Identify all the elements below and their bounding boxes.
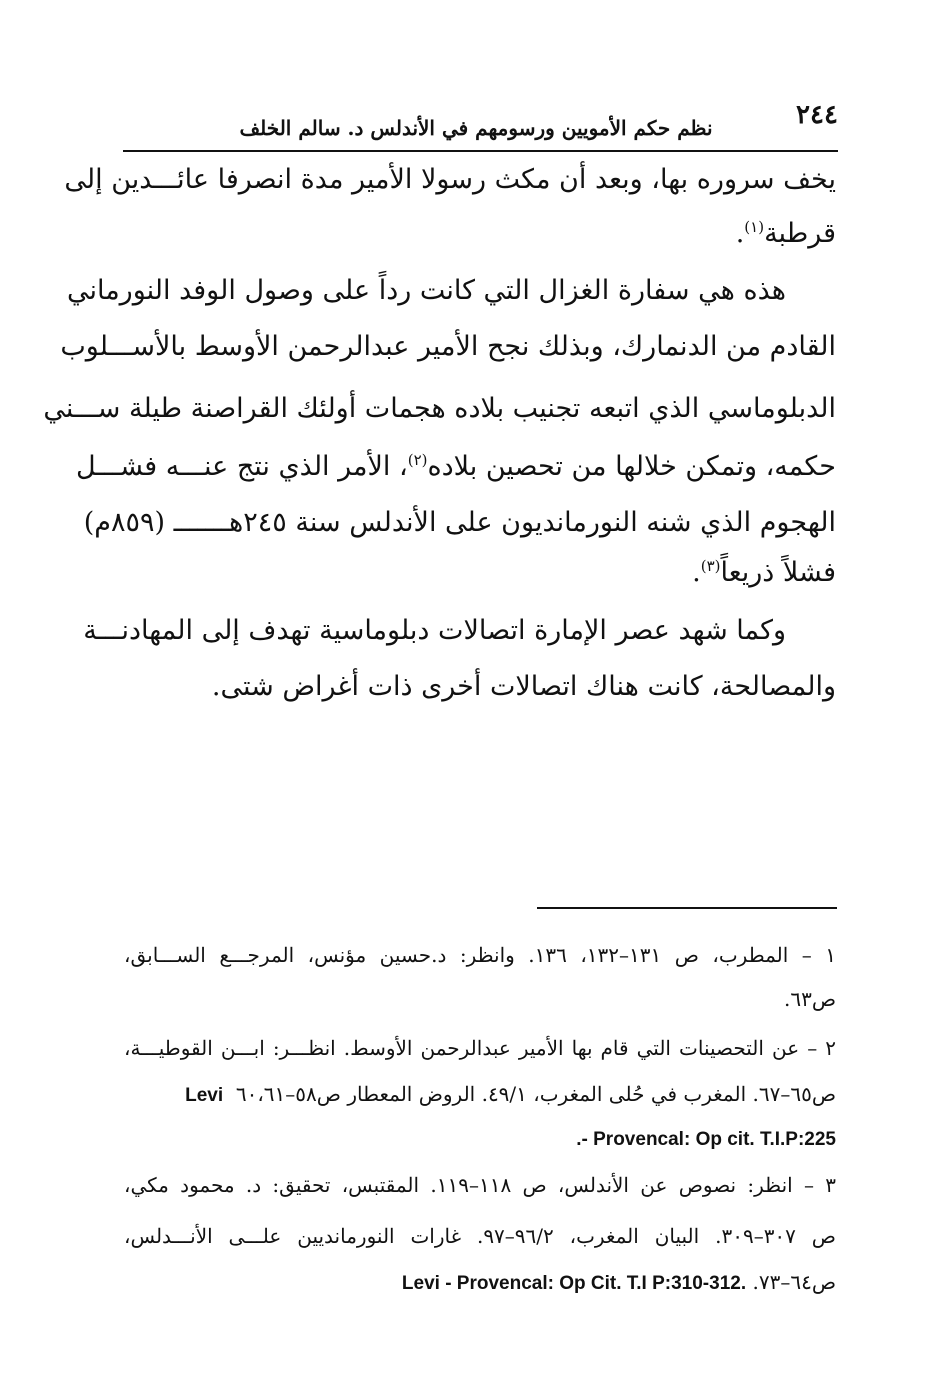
footnote-line: ص٦٣. xyxy=(783,987,836,1011)
body-line-text: قرطبة xyxy=(764,218,836,249)
body-line xyxy=(76,442,836,492)
footnote-latin-citation: .- Provencal: Op cit. T.I.P:225 xyxy=(576,1129,836,1150)
body-line-text: حكمه، وتمكن خلالها من تحصين بلاده xyxy=(427,451,836,482)
body-line: وكما شهد عصر الإمارة اتصالات دبلوماسية تهدف إلى المهادنـــة xyxy=(83,615,786,646)
body-line: القادم من الدنمارك، وبذلك نجح الأمير عبدالرحمن الأوسط بالأســـلوب xyxy=(60,331,836,362)
period: . xyxy=(692,557,701,588)
footnote-latin-author: Levi xyxy=(185,1085,224,1106)
footnote-line: ٣ – انظر: نصوص عن الأندلس، ص ١١٨–١١٩. المقتبس، تحقيق: د. محمود مكي، xyxy=(124,1173,837,1197)
header-divider xyxy=(123,150,838,152)
footnote-line xyxy=(124,1260,836,1304)
body-line: الدبلوماسي الذي اتبعه تجنيب بلاده هجمات أولئك القراصنة طيلة ســـني xyxy=(43,393,836,424)
footnote-line: ١ – المطرب، ص ١٣١–١٣٢، ١٣٦. وانظر: د.حسين مؤنس، المرجـــع الســـابق، xyxy=(124,943,836,967)
footnote-ref-3: (٣) xyxy=(700,557,721,575)
footnote-line xyxy=(124,1116,836,1160)
footnote-citation: ص٦٤–٧٣. xyxy=(752,1270,836,1294)
body-line xyxy=(124,548,836,598)
footnote-latin-citation: Levi - Provencal: Op Cit. T.I P:310-312. xyxy=(401,1273,747,1294)
body-line: هذه هي سفارة الغزال التي كانت رداً على وصول الوفد النورماني xyxy=(66,275,786,306)
running-title: نظم حكم الأمويين ورسومهم في الأندلس د. سالم الخلف xyxy=(239,116,713,140)
body-line-text: فشلاً ذريعاً xyxy=(720,557,836,588)
body-line: والمصالحة، كانت هناك اتصالات أخرى ذات أغراض شتى. xyxy=(211,671,836,702)
body-line: يخف سروره بها، وبعد أن مكث رسولا الأمير مدة انصرفا عائـــدين إلى xyxy=(64,164,836,195)
body-line: الهجوم الذي شنه النورمانديون على الأندلس سنة ٢٤٥هـــــــ (٨٥٩م) xyxy=(83,507,836,538)
body-line xyxy=(124,209,836,259)
footnote-ref-2: (٢) xyxy=(407,451,428,469)
page-number: ٢٤٤ xyxy=(796,100,838,130)
footnote-line: ص ٣٠٧–٣٠٩. البيان المغرب، ٩٦/٢–٩٧. غارات النورمانديين علـــى الأنـــدلس، xyxy=(124,1224,836,1248)
period: . xyxy=(735,218,745,249)
footnote-line: ٢ – عن التحصينات التي قام بها الأمير عبدالرحمن الأوسط. انظـــر: ابـــن القوطيـــة، xyxy=(124,1036,836,1060)
body-line-continuation: ، الأمر الذي نتج عنـــه فشـــل xyxy=(76,451,408,482)
footnote-ref-1: (١) xyxy=(744,218,765,236)
footnote-citation: ص٦٥–٦٧. المغرب في حُلى المغرب، ٤٩/١. الروض المعطار ص٥٨–٦٠،٦١ xyxy=(235,1082,836,1106)
footnote-divider xyxy=(537,907,837,909)
footnote-line xyxy=(124,1072,836,1116)
